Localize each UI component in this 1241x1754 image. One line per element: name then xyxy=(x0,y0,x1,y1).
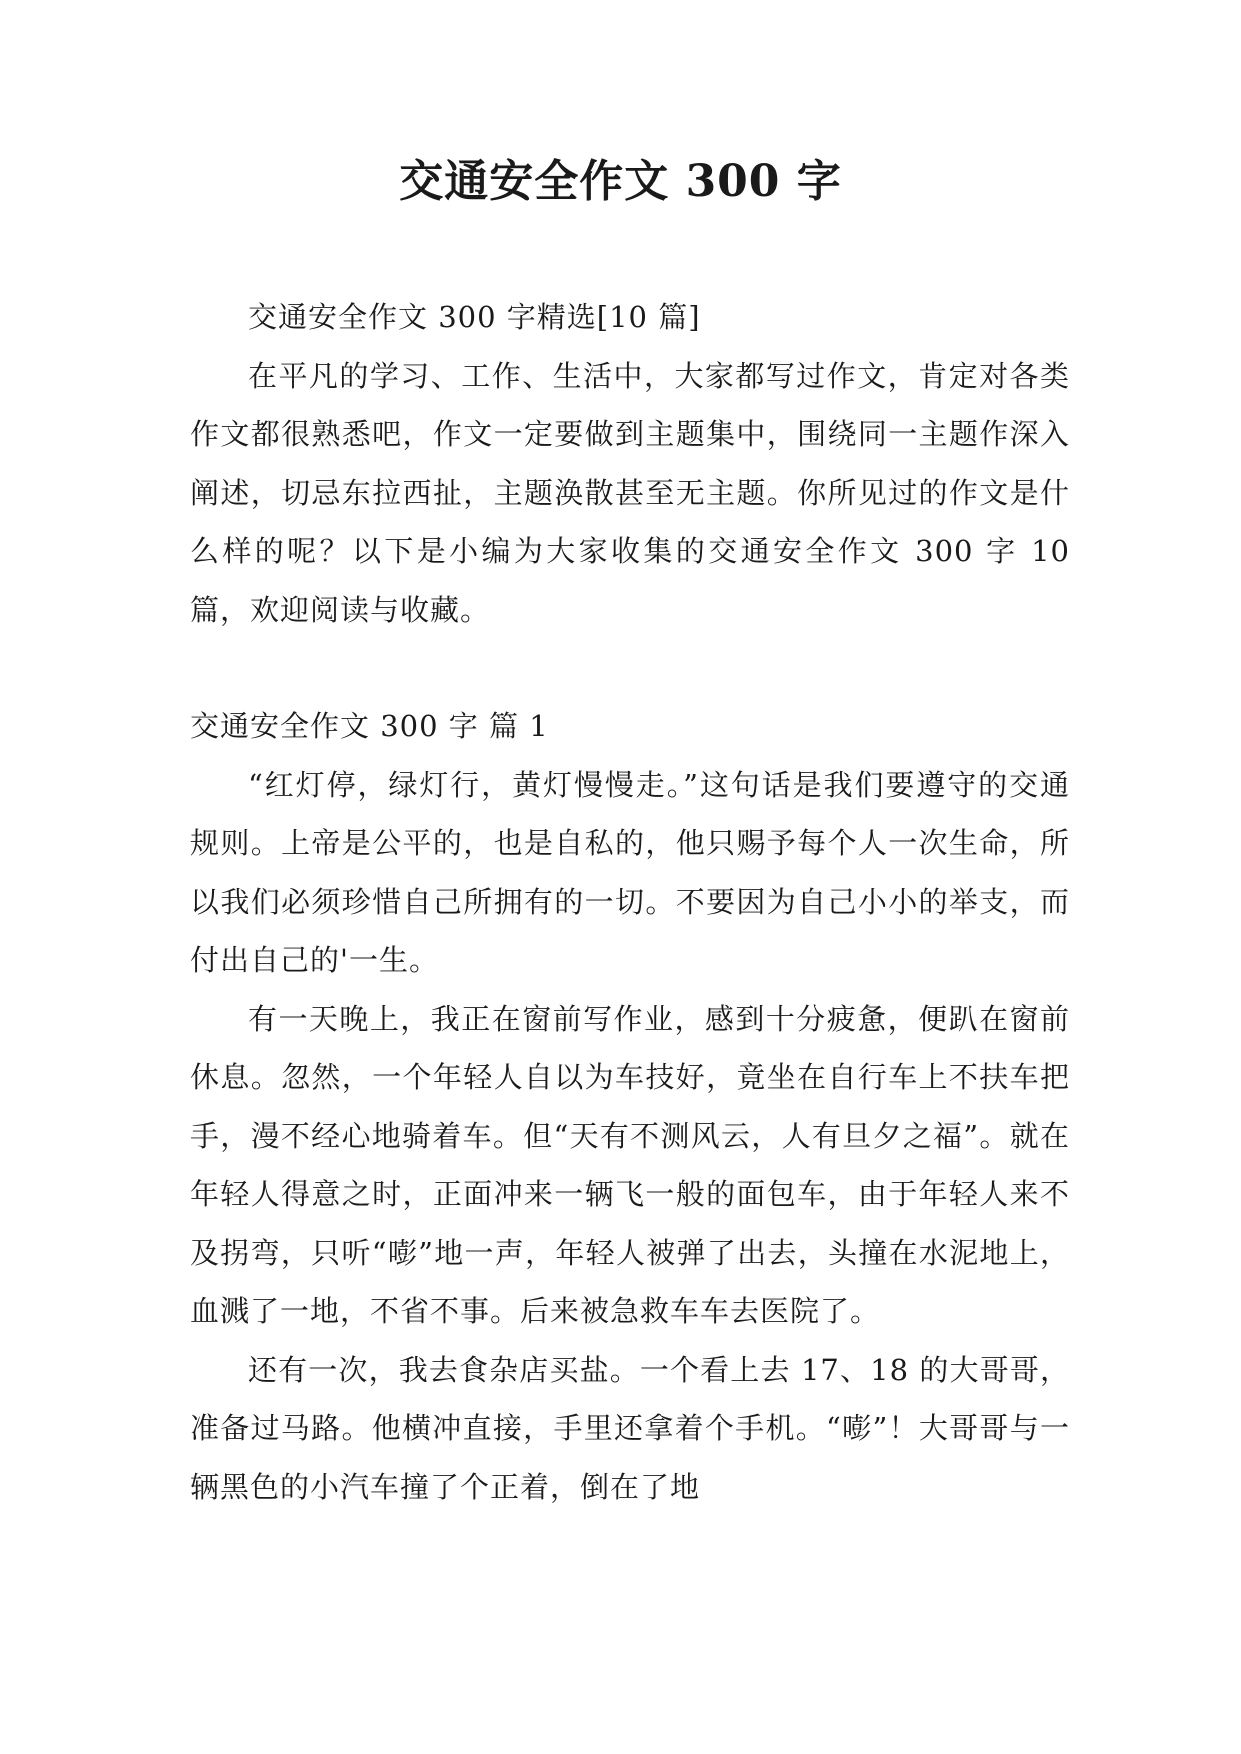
document-title: 交通安全作文 300 字 xyxy=(399,156,842,207)
body-paragraph-1: “红灯停，绿灯行，黄灯慢慢走。”这句话是我们要遵守的交通规则。上帝是公平的，也是自私的，他只赐予每个人一次生命，所以我们必须珍惜自己所拥有的一切。不要因为自己小小的举支，而付出自己的'一生。 xyxy=(190,767,1070,977)
body-paragraph-2: 有一天晚上，我正在窗前写作业，感到十分疲惫，便趴在窗前休息。忽然，一个年轻人自以为车技好，竟坐在自行车上不扶车把手，漫不经心地骑着车。但“天有不测风云，人有旦夕之福”。就在年轻人得意之时，正面冲来一辆飞一般的面包车，由于年轻人来不及拐弯，只听“嘭”地一声，年轻人被弹了出去，头撞在水泥地上，血溅了一地，不省不事。后来被急救车车去医院了。 xyxy=(190,1001,1070,1328)
document-body xyxy=(190,288,1070,1516)
document-subtitle: 交通安全作文 300 字精选[10 篇] xyxy=(248,300,701,334)
intro-paragraph: 在平凡的学习、工作、生活中，大家都写过作文，肯定对各类作文都很熟悉吧，作文一定要做到主题集中，围绕同一主题作深入阐述，切忌东拉西扯，主题涣散甚至无主题。你所见过的作文是什么样的呢？以下是小编为大家收集的交通安全作文 300 字 10 篇，欢迎阅读与收藏。 xyxy=(190,358,1070,627)
body-paragraph-3: 还有一次，我去食杂店买盐。一个看上去 17、18 的大哥哥，准备过马路。他横冲直接，手里还拿着个手机。“嘭”！大哥哥与一辆黑色的小汽车撞了个正着，倒在了地 xyxy=(190,1352,1070,1504)
section-heading: 交通安全作文 300 字 篇 1 xyxy=(190,709,549,743)
